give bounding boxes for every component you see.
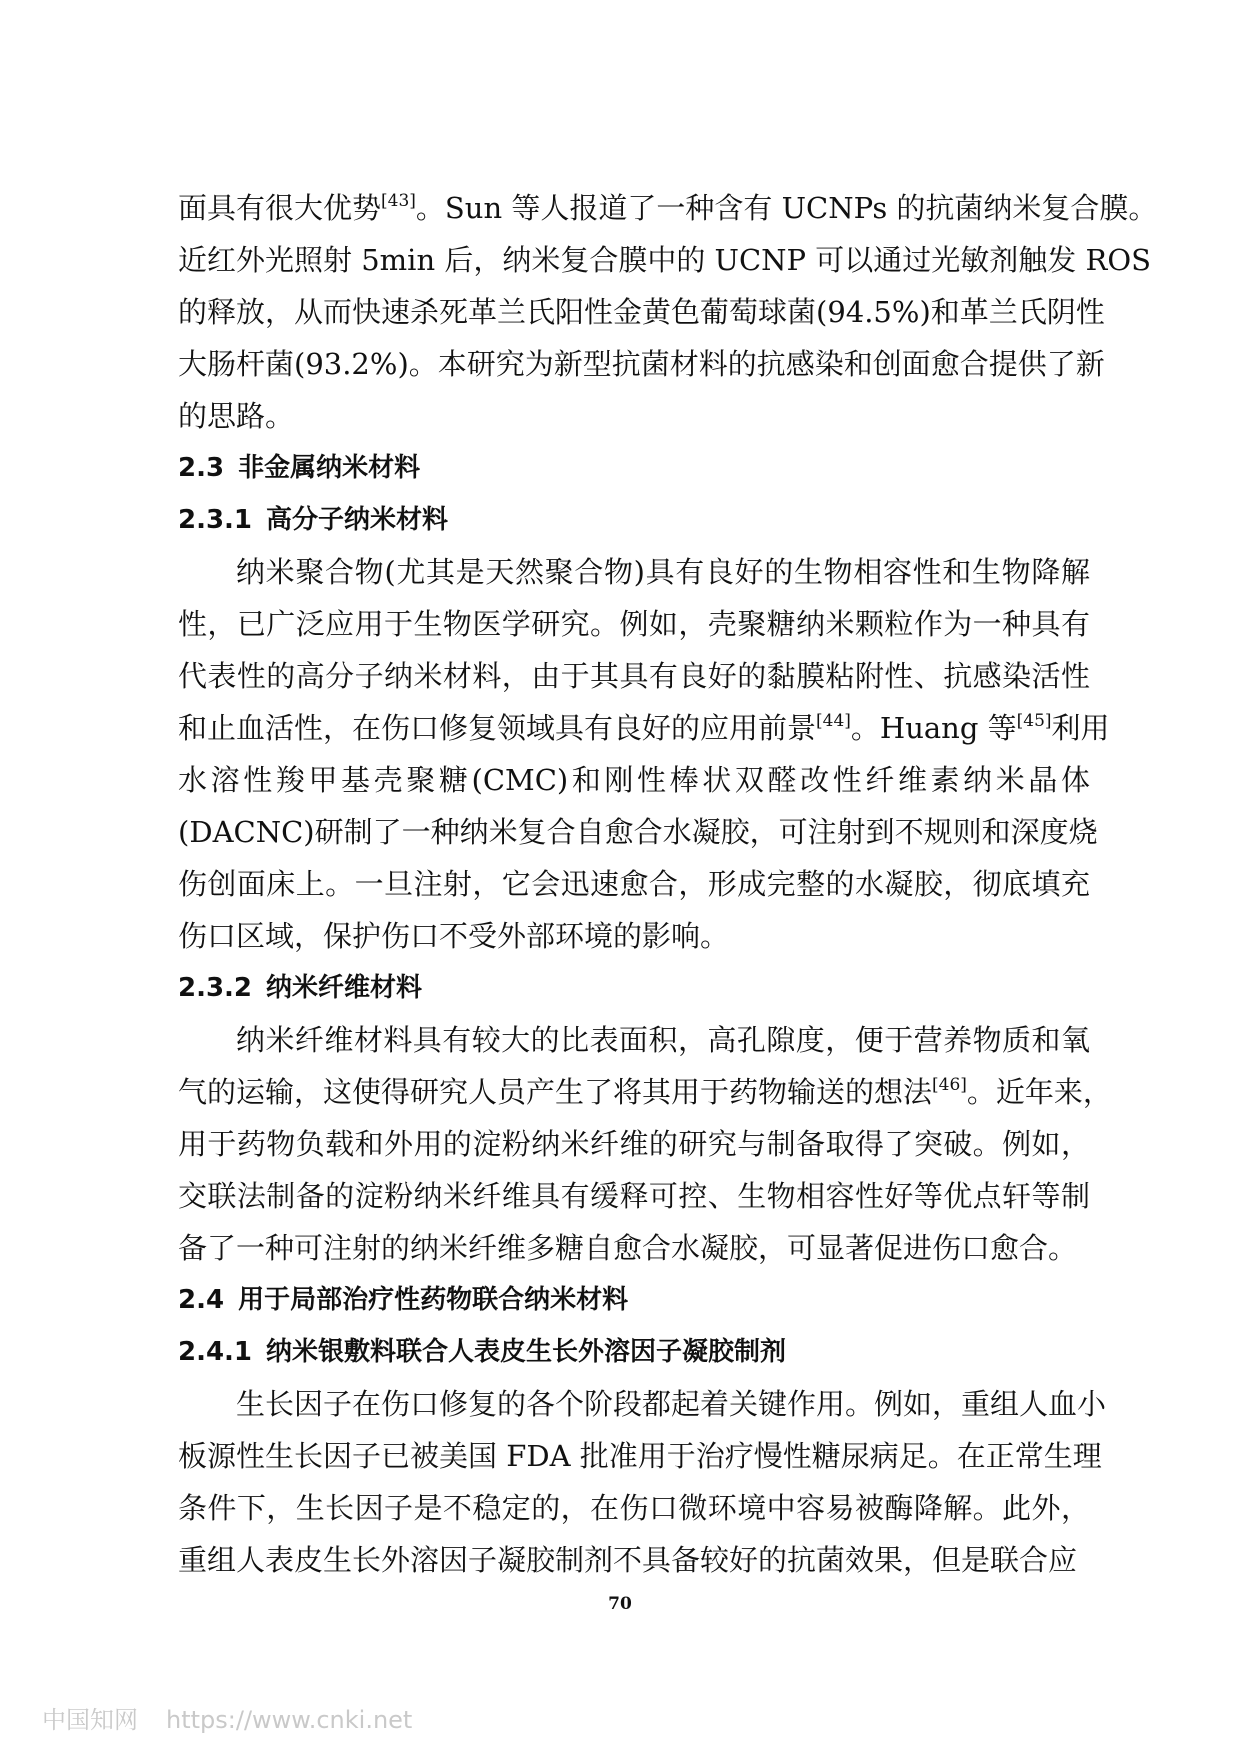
text-run: 板源性生长因子已被美国 FDA 批准用于治疗慢性糖尿病足。在正常生理 <box>178 1439 1102 1473</box>
text-line <box>178 650 1090 702</box>
text-run: 备了一种可注射的纳米纤维多糖自愈合水凝胶，可显著促进伤口愈合。 <box>178 1231 1078 1265</box>
text-line <box>178 234 1151 286</box>
section-heading <box>178 962 1090 1014</box>
text-line <box>178 806 1098 858</box>
text-run: 大肠杆菌(93.2%)。本研究为新型抗菌材料的抗感染和创面愈合提供了新 <box>178 347 1105 381</box>
section-title: 非金属纳米材料 <box>238 453 421 483</box>
text-line <box>178 390 1090 442</box>
text-run: 利用 <box>1051 711 1110 745</box>
cnki-watermark <box>42 1700 412 1735</box>
text-run: 纳米聚合物(尤其是天然聚合物)具有良好的生物相容性和生物降解 <box>236 555 1090 589</box>
section-heading <box>178 1326 1090 1378</box>
text-line <box>178 1430 1102 1482</box>
citation-ref: [46] <box>932 1075 967 1095</box>
section-heading <box>178 1274 1090 1326</box>
body-paragraph <box>178 182 1158 442</box>
section-number: 2.3 <box>178 453 225 483</box>
body-paragraph <box>178 546 1110 962</box>
text-line <box>178 702 1110 754</box>
text-line <box>178 754 1090 806</box>
text-run: 生长因子在伤口修复的各个阶段都起着关键作用。例如，重组人血小 <box>236 1387 1107 1421</box>
citation-ref: [45] <box>1016 711 1052 731</box>
text-run: 用于药物负载和外用的淀粉纳米纤维的研究与制备取得了突破。例如， <box>178 1127 1090 1161</box>
text-run: 重组人表皮生长外溶因子凝胶制剂不具备较好的抗菌效果，但是联合应 <box>178 1543 1078 1577</box>
text-run: 伤口区域，保护伤口不受外部环境的影响。 <box>178 919 730 953</box>
text-run: 的释放，从而快速杀死革兰氏阳性金黄色葡萄球菌(94.5%)和革兰氏阴性 <box>178 295 1105 329</box>
citation-ref: [44] <box>816 711 851 731</box>
section-number: 2.3.1 <box>178 505 253 535</box>
text-run: 条件下，生长因子是不稳定的，在伤口微环境中容易被酶降解。此外， <box>178 1491 1090 1525</box>
section-number: 2.4.1 <box>178 1337 253 1367</box>
text-line <box>178 338 1105 390</box>
text-line <box>178 1222 1090 1274</box>
watermark-url: https://www.cnki.net <box>166 1706 413 1734</box>
watermark-brand: 中国知网 <box>42 1706 138 1734</box>
text-run: (DACNC)研制了一种纳米复合自愈合水凝胶，可注射到不规则和深度烧 <box>178 815 1098 849</box>
text-line <box>178 1066 1112 1118</box>
section-heading <box>178 442 1090 494</box>
text-line <box>178 182 1158 234</box>
text-line <box>178 910 1090 962</box>
text-run: 水溶性羧甲基壳聚糖(CMC)和刚性棒状双醛改性纤维素纳米晶体 <box>178 763 1090 797</box>
section-heading <box>178 494 1090 546</box>
text-run: 交联法制备的淀粉纳米纤维具有缓释可控、生物相容性好等优点轩等制 <box>178 1179 1090 1213</box>
body-paragraph <box>178 1378 1107 1586</box>
page-body <box>178 182 1158 1586</box>
text-run: 和止血活性，在伤口修复领域具有良好的应用前景 <box>178 711 817 745</box>
section-title: 用于局部治疗性药物联合纳米材料 <box>238 1285 629 1315</box>
text-line <box>178 598 1090 650</box>
text-line <box>178 1014 1090 1066</box>
text-run: 纳米纤维材料具有较大的比表面积，高孔隙度，便于营养物质和氧 <box>236 1023 1090 1057</box>
text-line <box>178 858 1090 910</box>
text-run: 。近年来， <box>966 1075 1112 1109</box>
text-run: 。Huang 等 <box>850 711 1017 745</box>
text-run: 气的运输，这使得研究人员产生了将其用于药物输送的想法 <box>178 1075 933 1109</box>
text-run: 伤创面床上。一旦注射，它会迅速愈合，形成完整的水凝胶，彻底填充 <box>178 867 1090 901</box>
text-line <box>178 1534 1090 1586</box>
text-line <box>178 1118 1090 1170</box>
section-number: 2.3.2 <box>178 973 253 1003</box>
text-line <box>178 1482 1090 1534</box>
text-line <box>178 1378 1107 1430</box>
section-title: 纳米纤维材料 <box>266 973 423 1003</box>
page-number: 70 <box>608 1594 632 1614</box>
citation-ref: [43] <box>381 191 416 211</box>
text-run: 代表性的高分子纳米材料，由于其具有良好的黏膜粘附性、抗感染活性 <box>178 659 1090 693</box>
body-paragraph <box>178 1014 1112 1274</box>
text-line <box>178 546 1090 598</box>
text-line <box>178 1170 1090 1222</box>
text-run: 性，已广泛应用于生物医学研究。例如，壳聚糖纳米颗粒作为一种具有 <box>178 607 1090 641</box>
text-run: 近红外光照射 5min 后，纳米复合膜中的 UCNP 可以通过光敏剂触发 ROS <box>178 243 1151 277</box>
section-title: 高分子纳米材料 <box>266 505 449 535</box>
text-run: 。Sun 等人报道了一种含有 UCNPs 的抗菌纳米复合膜。 <box>415 191 1158 225</box>
text-line <box>178 286 1105 338</box>
section-number: 2.4 <box>178 1285 225 1315</box>
section-title: 纳米银敷料联合人表皮生长外溶因子凝胶制剂 <box>266 1337 787 1367</box>
text-run: 面具有很大优势 <box>178 191 382 225</box>
text-run: 的思路。 <box>178 399 295 433</box>
